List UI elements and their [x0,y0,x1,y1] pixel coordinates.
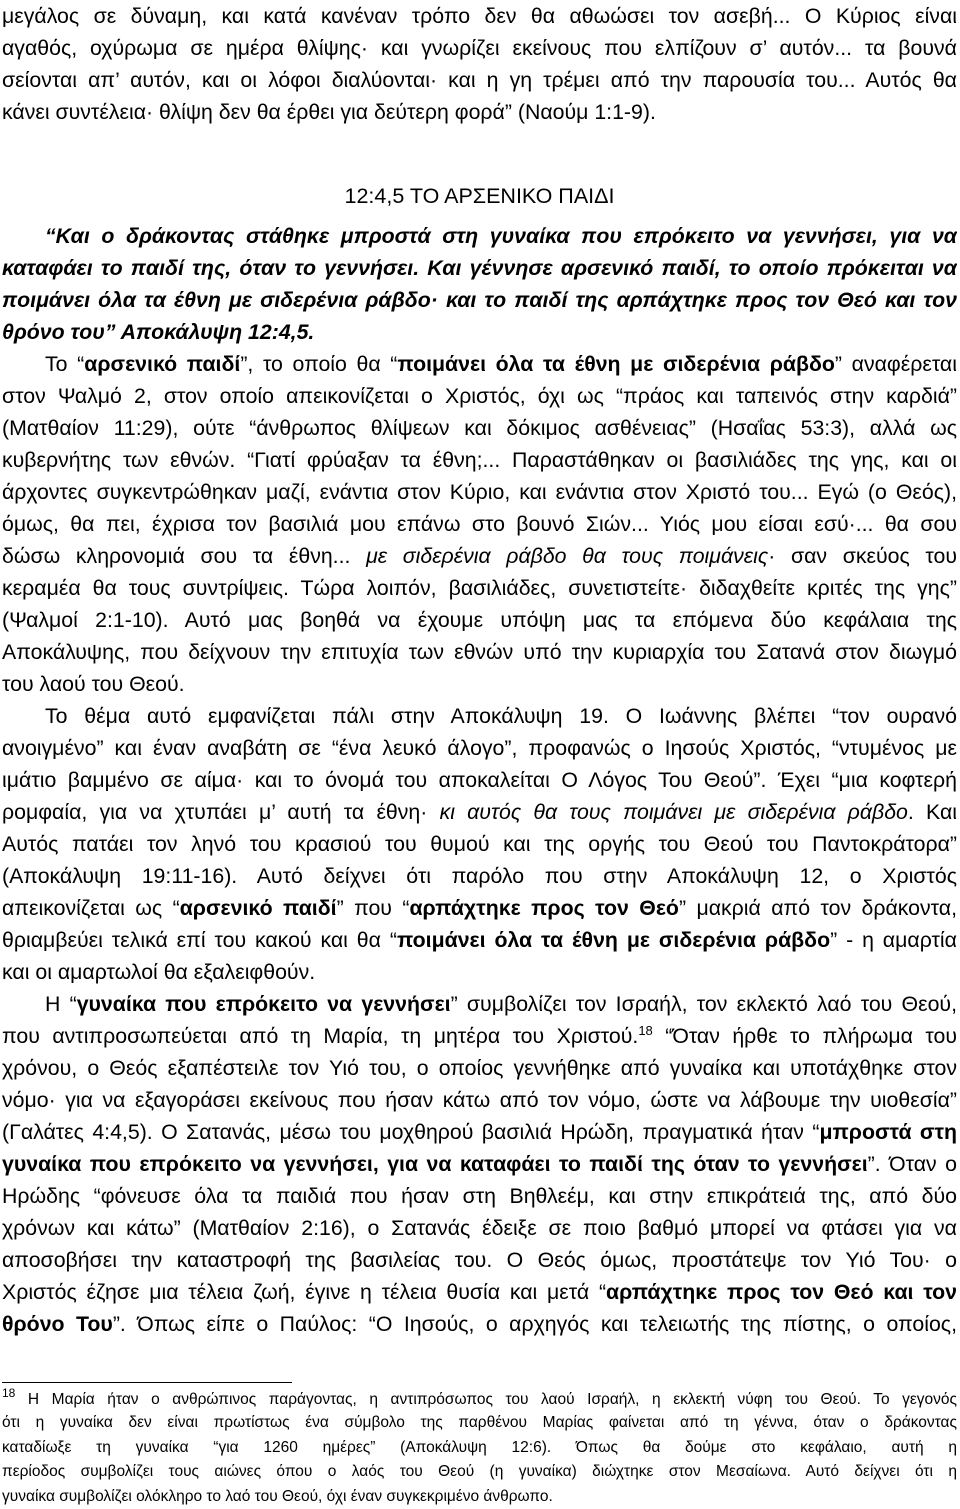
text-line: κεραμέα θα τους συντρίψεις. Τώρα λοιπόν, βασιλιάδες, συνετιστείτε· διδαχθείτε κριτές της γης” [2,572,957,604]
text-line: κάνει συντέλεια· θλίψη δεν θα έρθει για δεύτερη φορά” (Ναούμ 1:1-9). [2,96,957,128]
text-line: Ηρώδης “φόνευσε όλα τα παιδιά που ήσαν στη Βηθλεέμ, και στην επικράτειά της, από δύο [2,1180,957,1212]
footnote [2,1383,957,1509]
text-line: “Και ο δράκοντας στάθηκε μπροστά στη γυναίκα που επρόκειτο να γεννήσει, για να [2,220,957,252]
text-line: (Ματθαίον 11:29), ούτε “άνθρωπος θλίψεων και δόκιμος ασθένειας” (Ησαΐας 53:3), αλλά ως [2,412,957,444]
text-line: Αυτός πατάει τον ληνό του κρασιού του θυμού και της οργής του Θεού του Παντοκράτορα” [2,828,957,860]
footnote-line: περίοδος συμβολίζει τους αιώνες όπου ο λαός του Θεού (η γυναίκα) διώχτηκε στον Μεσαίωνα. Αυτό δείχνει ότι η [2,1460,957,1485]
verse-quote [2,220,957,348]
text-line: θριαμβεύει τελικά επί του κακού και θα “ποιμάνει όλα τα έθνη με σιδερένια ράβδο” - η αμαρτία [2,924,957,956]
text-line: Η “γυναίκα που επρόκειτο να γεννήσει” συμβολίζει τον Ισραήλ, τον εκλεκτό λαό του Θεού, [2,988,957,1020]
text-line: σείονται απ’ αυτόν, και οι λόφοι διαλύονται· και η γη τρέμει από την παρουσία του... Αυτός θα [2,64,957,96]
text-line: Χριστός έζησε μια τέλεια ζωή, έγινε η τέλεια θυσία και μετά “αρπάχτηκε προς τον Θεό και τον [2,1276,957,1308]
text-line: αγαθός, οχύρωμα σε ημέρα θλίψης· και γνωρίζει εκείνους που ελπίζουν σ’ αυτόν... τα βουνά [2,32,957,64]
text-line: αποσοβήσει την καταστροφή της βασιλείας του. Ο Θεός όμως, προστάτεψε τον Υιό Του· ο [2,1244,957,1276]
footnote-number: 18 [2,1386,15,1400]
text-line: δώσω κληρονομιά σου τα έθνη... με σιδερένια ράβδο θα τους ποιμάνεις· σαν σκεύος του [2,540,957,572]
text-line: ανοιγμένο” και έναν αναβάτη σε “ένα λευκό άλογο”, προφανώς ο Ιησούς Χριστός, “ντυμένος με [2,732,957,764]
text-line: μεγάλος σε δύναμη, και κατά κανέναν τρόπο δεν θα αθωώσει τον ασεβή... Ο Κύριος είναι [2,0,957,32]
text-line: που αντιπροσωπεύεται από τη Μαρία, τη μητέρα του Χριστού.$^{18}$ “Όταν ήρθε το πλήρωμα του [2,1020,957,1052]
intro-paragraph [2,0,957,128]
text-line: θρόνο του” Αποκάλυψη 12:4,5. [2,316,957,348]
text-line: Το “αρσενικό παιδί”, το οποίο θα “ποιμάνει όλα τα έθνη με σιδερένια ράβδο” αναφέρεται [2,348,957,380]
footnote-line: ότι η γυναίκα δεν είναι πρωτίστως ένα σύμβολο της παρθένου Μαρίας φαίνεται από τη γέννα, όταν ο δράκοντας [2,1411,957,1436]
text-line: θρόνο Του”. Όπως είπε ο Παύλος: “Ο Ιησούς, ο αρχηγός και τελειωτής της πίστης, ο οποίος, [2,1308,957,1340]
footnote-reference[interactable]: 18 [638,1023,652,1038]
paragraph-2 [2,700,957,988]
text-line: καταφάει το παιδί της, όταν το γεννήσει. Και γέννησε αρσενικό παιδί, το οποίο πρόκειται να [2,252,957,284]
text-line: Αποκάλυψης, που δείχνουν την επιτυχία των εθνών υπό την κυριαρχία του Σατανά στον διωγμό [2,636,957,668]
paragraph-1 [2,348,957,700]
text-line: χρόνων και κάτω” (Ματθαίον 2:16), ο Σατανάς έδειξε σε ποιο βαθμό μπορεί να φτάσει για να [2,1212,957,1244]
text-line: απεικονίζεται ως “αρσενικό παιδί” που “αρπάχτηκε προς τον Θεό” μακριά από τον δράκοντα, [2,892,957,924]
text-line: στον Ψαλμό 2, στον οποίο απεικονίζεται ο Χριστός, όχι ως “πράος και ταπεινός στην καρδιά” [2,380,957,412]
text-line: Το θέμα αυτό εμφανίζεται πάλι στην Αποκάλυψη 19. Ο Ιωάννης βλέπει “τον ουρανό [2,700,957,732]
text-line: ιμάτιο βαμμένο σε αίμα· και το όνομά του αποκαλείται Ο Λόγος Του Θεού”. Έχει “μια κοφτερή [2,764,957,796]
footnote-line: καταδίωξε τη γυναίκα “για 1260 ημέρες” (Αποκάλυψη 12:6). Όπως θα δούμε στο κεφάλαιο, αυτή η [2,1436,957,1461]
text-line: (Γαλάτες 4:4,5). Ο Σατανάς, μέσω του μοχθηρού βασιλιά Ηρώδη, πραγματικά ήταν “μπροστά στη [2,1116,957,1148]
text-line: όμως, θα πει, έχρισα τον βασιλιά μου επάνω στο βουνό Σιών... Υιός μου είσαι εσύ·... θα σου [2,508,957,540]
footnote-line: γυναίκα συμβολίζει ολόκληρο το λαό του Θεού, όχι έναν συγκεκριμένο άνθρωπο. [2,1485,957,1509]
text-line: ρομφαία, για να χτυπάει μ’ αυτή τα έθνη· κι αυτός θα τους ποιμάνει με σιδερένια ράβδο. Και [2,796,957,828]
text-line: ποιμάνει όλα τα έθνη με σιδερένια ράβδο· και το παιδί της αρπάχτηκε προς τον Θεό και τον [2,284,957,316]
text-line: (Ψαλμοί 2:1-10). Αυτό μας βοηθά να έχουμε υπόψη μας τα επόμενα δύο κεφάλαια της [2,604,957,636]
section-heading: 12:4,5 ΤΟ ΑΡΣΕΝΙΚΟ ΠΑΙΔΙ [2,180,957,212]
text-line: γυναίκα που επρόκειτο να γεννήσει, για να καταφάει το παιδί της όταν το γεννήσει”. Όταν ο [2,1148,957,1180]
paragraph-3 [2,988,957,1340]
text-line: του λαού του Θεού. [2,668,957,700]
text-line: χρόνου, ο Θεός εξαπέστειλε τον Υιό του, ο οποίος γεννήθηκε από γυναίκα και υποτάχθηκε στον [2,1052,957,1084]
footnote-line: $^{18}$ Η Μαρία ήταν ο ανθρώπινος παράγοντας, η αντιπρόσωπος του λαού Ισραήλ, η εκλεκτή νύφη του Θεού. Το γεγονός [2,1383,957,1411]
text-line: (Αποκάλυψη 19:11-16). Αυτό δείχνει ότι παρόλο που στην Αποκάλυψη 12, ο Χριστός [2,860,957,892]
text-line: άρχοντες συγκεντρώθηκαν μαζί, ενάντια στον Κύριο, και ενάντια στον Χριστό του... Εγώ (ο Θεός), [2,476,957,508]
text-line: νόμο· για να εξαγοράσει εκείνους που ήσαν κάτω από τον νόμο, ώστε να λάβουμε την υιοθεσία” [2,1084,957,1116]
text-line: κυβερνήτης των εθνών. “Γιατί φρύαξαν τα έθνη;... Παραστάθηκαν οι βασιλιάδες της γης, και οι [2,444,957,476]
text-line: και οι αμαρτωλοί θα εξαλειφθούν. [2,956,957,988]
